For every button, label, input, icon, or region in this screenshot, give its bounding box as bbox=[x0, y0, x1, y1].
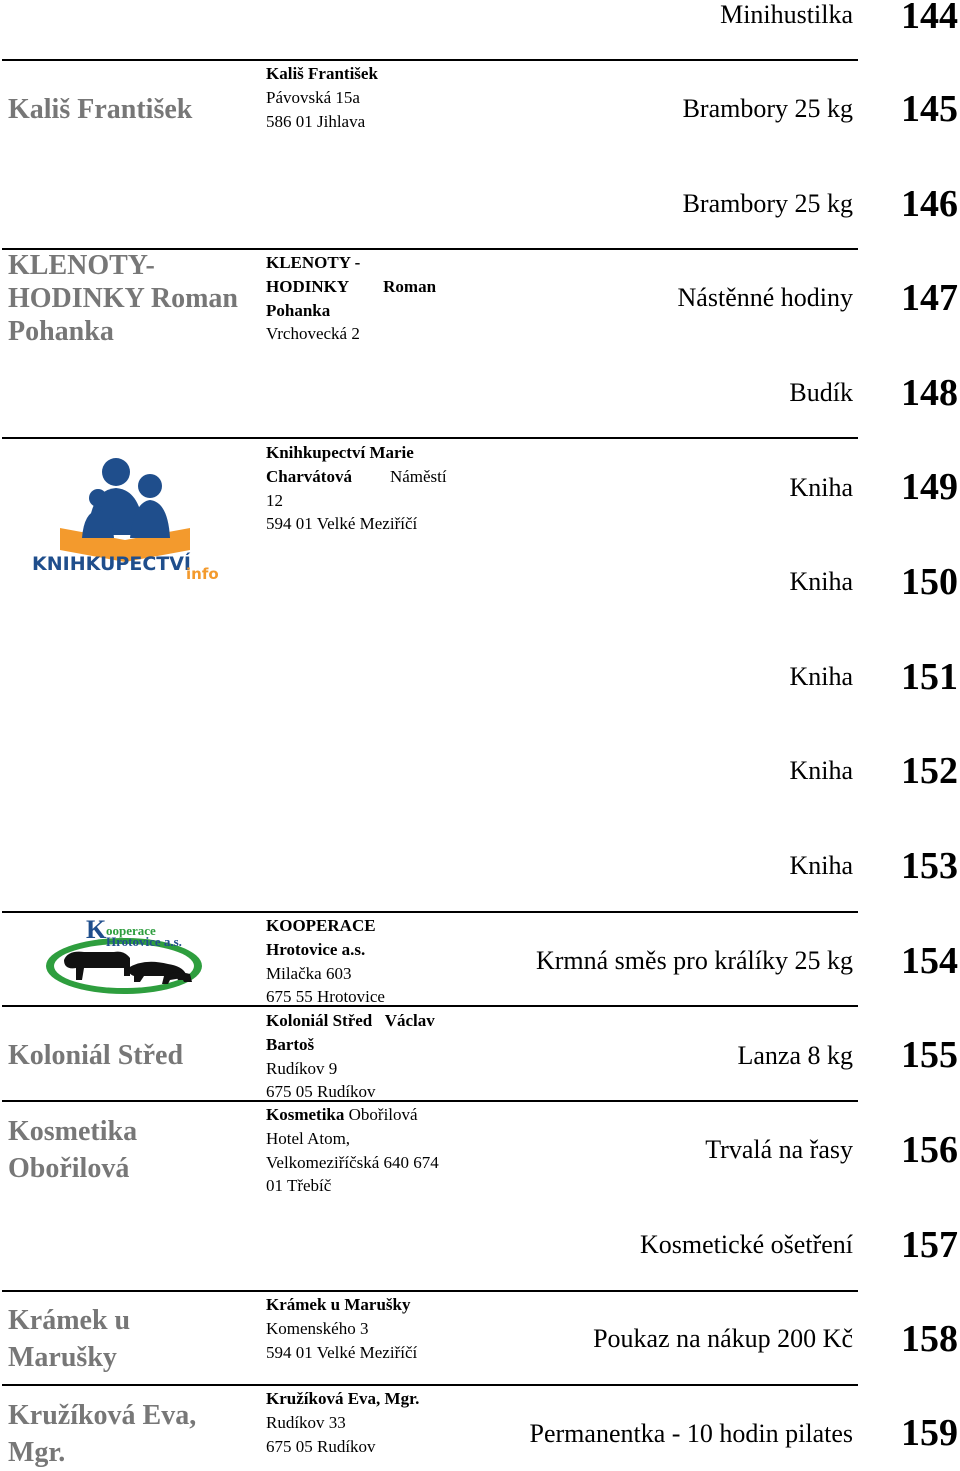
row-separator bbox=[2, 1384, 858, 1386]
logo-text: Hrotovice a.s. bbox=[106, 934, 182, 949]
address-street: Vrchovecká 2 bbox=[266, 324, 360, 344]
address-street: Velkomeziříčská 640 674 bbox=[266, 1152, 439, 1172]
item-number: 152 bbox=[901, 750, 958, 792]
item-number: 144 bbox=[901, 0, 958, 37]
item-number: 153 bbox=[901, 845, 958, 887]
prize-label: Kniha bbox=[789, 567, 853, 596]
item-number: 146 bbox=[901, 183, 958, 225]
prize-label: Trvalá na řasy bbox=[705, 1135, 853, 1164]
sponsor-name-line: Obořilová bbox=[8, 1153, 130, 1184]
address-city: 675 05 Rudíkov bbox=[266, 1082, 376, 1102]
sponsor-name bbox=[8, 1397, 196, 1471]
item-number: 154 bbox=[901, 940, 958, 982]
prize-label: Kniha bbox=[789, 473, 853, 502]
item-number: 156 bbox=[901, 1129, 958, 1171]
sponsor-name-line: Pohanka bbox=[8, 316, 114, 347]
sponsor-name bbox=[8, 1302, 130, 1376]
row-separator bbox=[2, 911, 858, 913]
item-number: 148 bbox=[901, 372, 958, 414]
address-street: Komenského 3 bbox=[266, 1318, 369, 1338]
logo-text: ooperace bbox=[106, 923, 156, 938]
address-name-part: Kosmetika bbox=[266, 1105, 345, 1124]
prize-label: Brambory 25 kg bbox=[682, 189, 853, 218]
prize-label: Budík bbox=[789, 378, 853, 407]
knihkupectvi-logo bbox=[30, 450, 230, 590]
sponsor-address bbox=[266, 1387, 419, 1458]
prize-label: Brambory 25 kg bbox=[682, 94, 853, 123]
item-number: 147 bbox=[901, 277, 958, 319]
item-number: 159 bbox=[901, 1412, 958, 1454]
address-city: 594 01 Velké Meziříčí bbox=[266, 514, 418, 534]
prize-label: Lanza 8 kg bbox=[737, 1041, 853, 1070]
address-name bbox=[266, 465, 447, 489]
address-street: Rudíkov 33 bbox=[266, 1412, 346, 1432]
sponsor-address bbox=[266, 1009, 435, 1104]
address-city: 01 Třebíč bbox=[266, 1176, 332, 1196]
address-street-part: Náměstí bbox=[389, 466, 447, 486]
sponsor-address bbox=[266, 62, 378, 133]
address-street: 12 bbox=[266, 490, 283, 510]
prize-label: Krmná směs pro králíky 25 kg bbox=[535, 946, 853, 975]
address-name-part: Roman bbox=[383, 276, 437, 296]
people-icon bbox=[82, 458, 170, 538]
address-name: KOOPERACE bbox=[266, 916, 376, 935]
logo-suffix: info bbox=[186, 565, 219, 583]
sponsor-address bbox=[266, 914, 385, 1009]
row-separator bbox=[2, 1005, 858, 1007]
prize-label: Permanentka - 10 hodin pilates bbox=[529, 1419, 853, 1448]
prize-label: Kniha bbox=[789, 662, 853, 691]
sponsor-name-line: Krámek u bbox=[8, 1305, 131, 1336]
row-separator bbox=[2, 1290, 858, 1292]
address-name: Knihkupectví Marie bbox=[266, 443, 414, 462]
prize-label: Nástěnné hodiny bbox=[677, 283, 853, 312]
sponsor-name-line: KLENOTY- bbox=[8, 250, 155, 281]
address-name: Kružíková Eva, Mgr. bbox=[266, 1389, 420, 1408]
prize-label: Kniha bbox=[789, 851, 853, 880]
sponsor-name-line: Kružíková Eva, bbox=[8, 1400, 197, 1431]
sponsor-name: Kališ František bbox=[8, 94, 193, 125]
address-city: 594 01 Velké Meziříčí bbox=[266, 1342, 418, 1362]
address-name bbox=[266, 1103, 439, 1127]
address-city: 675 05 Rudíkov bbox=[266, 1436, 376, 1456]
row-separator bbox=[2, 59, 858, 61]
sponsor-name-line: Kosmetika bbox=[8, 1116, 138, 1147]
address-name: Pohanka bbox=[266, 300, 331, 320]
sponsor-address bbox=[266, 1293, 417, 1364]
sponsor-address bbox=[266, 441, 447, 536]
address-name bbox=[266, 275, 436, 299]
prize-label: Minihustilka bbox=[720, 0, 853, 29]
sponsor-name-line: Marušky bbox=[8, 1342, 117, 1373]
item-number: 151 bbox=[901, 656, 958, 698]
item-number: 149 bbox=[901, 466, 958, 508]
address-name-part: HODINKY bbox=[266, 276, 350, 296]
address-name: Bartoš bbox=[266, 1034, 315, 1054]
prize-label: Kniha bbox=[789, 756, 853, 785]
sponsor-name bbox=[8, 249, 238, 348]
address-street: Milačka 603 bbox=[266, 963, 352, 983]
row-separator bbox=[2, 437, 858, 439]
prize-label: Kosmetické ošetření bbox=[640, 1230, 853, 1259]
sponsor-name-line: Mgr. bbox=[8, 1437, 66, 1468]
sponsor-address bbox=[266, 1103, 439, 1198]
logo-text: KNIHKUPECTVÍ bbox=[32, 553, 191, 575]
item-number: 150 bbox=[901, 561, 958, 603]
sponsor-address bbox=[266, 251, 436, 346]
address-city: 586 01 Jihlava bbox=[266, 111, 366, 131]
address-name: Krámek u Marušky bbox=[266, 1295, 411, 1314]
address-street: Rudíkov 9 bbox=[266, 1058, 338, 1078]
prize-label: Poukaz na nákup 200 Kč bbox=[593, 1324, 853, 1353]
address-city: 675 55 Hrotovice bbox=[266, 987, 385, 1007]
item-number: 157 bbox=[901, 1224, 958, 1266]
address-street: Pávovská 15a bbox=[266, 87, 360, 107]
item-number: 158 bbox=[901, 1318, 958, 1360]
address-name: Koloniál Střed Václav bbox=[266, 1011, 435, 1030]
item-number: 155 bbox=[901, 1034, 958, 1076]
kooperace-logo bbox=[44, 920, 214, 1000]
sponsor-name bbox=[8, 1113, 137, 1187]
address-name: KLENOTY - bbox=[266, 253, 361, 272]
sponsor-name: Koloniál Střed bbox=[8, 1040, 184, 1071]
address-street: Hotel Atom, bbox=[266, 1128, 351, 1148]
address-name: Hrotovice a.s. bbox=[266, 939, 366, 959]
address-name-part: Charvátová bbox=[266, 466, 352, 486]
address-name: Kališ František bbox=[266, 64, 378, 83]
sponsor-name-line: HODINKY Roman bbox=[8, 283, 238, 314]
item-number: 145 bbox=[901, 88, 958, 130]
address-name-part: Obořilová bbox=[344, 1105, 418, 1124]
logo-k: K bbox=[86, 920, 107, 944]
